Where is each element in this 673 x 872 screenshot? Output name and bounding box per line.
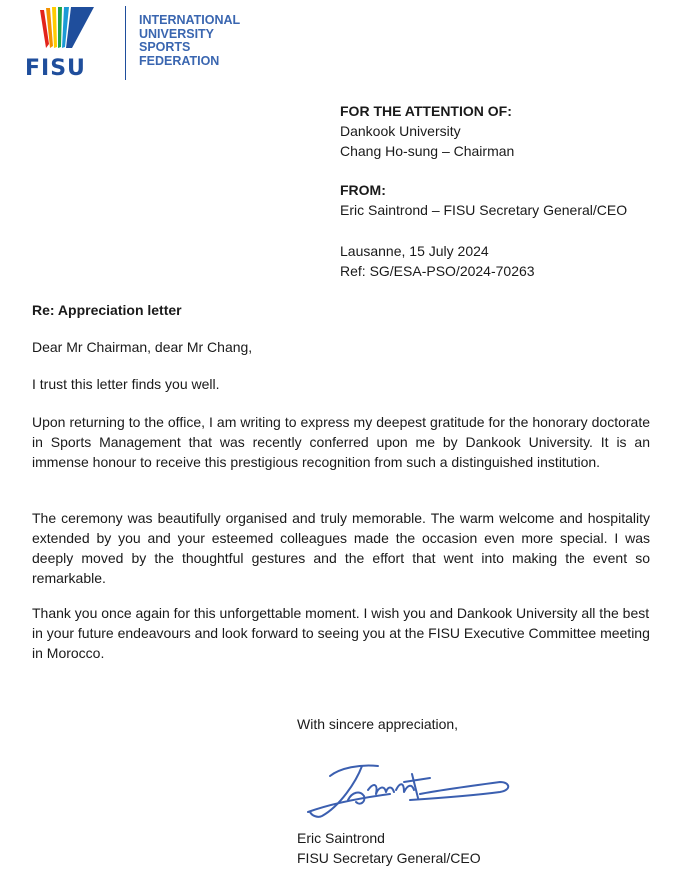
signer-title: FISU Secretary General/CEO — [297, 850, 481, 866]
letter-date: Lausanne, 15 July 2024 — [340, 243, 489, 259]
signer-block — [297, 828, 481, 868]
handwritten-signature — [300, 752, 520, 830]
logo-org-name — [139, 14, 240, 68]
logo-org-line: SPORTS — [139, 40, 191, 54]
date-ref-block — [340, 241, 535, 281]
recipient-organization: Dankook University — [340, 123, 461, 139]
paragraph-4: Thank you once again for this unforgettable moment. I wish you and Dankook University all the best in your future endeavours and look forward to seeing you at the FISU Executive Committee meeting in Morocco. — [32, 605, 650, 661]
logo-org-line: UNIVERSITY — [139, 26, 215, 41]
attention-heading: FOR THE ATTENTION OF: — [340, 103, 512, 119]
logo-org-line: FEDERATION — [139, 53, 220, 68]
from-block — [340, 180, 627, 220]
letter-reference: Ref: SG/ESA-PSO/2024-70263 — [340, 263, 535, 279]
logo-org-line: INTERNATIONAL — [139, 13, 241, 27]
logo-wordmark: FISU — [25, 56, 86, 81]
letter-subject: Re: Appreciation letter — [32, 302, 182, 318]
paragraph-1: I trust this letter finds you well. — [32, 376, 220, 392]
recipient-name: Chang Ho-sung – Chairman — [340, 143, 515, 159]
logo-divider — [125, 6, 126, 80]
paragraph-2: Upon returning to the office, I am writing to express my deepest gratitude for the honorary doctorate in Sports Management that was recently conferred upon me by Dankook University. It is an immense honour to receive this prestigious recognition from such a distinguished institution. — [32, 414, 650, 470]
fisu-emblem-icon — [22, 4, 102, 56]
paragraph-3: The ceremony was beautifully organised and truly memorable. The warm welcome and hospitality extended by you and your esteemed colleagues made the occasion even more special. I was deeply moved by the thoughtful gestures and the effort that went into making the event so remarkable. — [32, 510, 650, 586]
fisu-logo — [22, 4, 262, 84]
letter-closing: With sincere appreciation, — [297, 716, 459, 732]
from-heading: FROM: — [340, 182, 386, 198]
sender-line: Eric Saintrond – FISU Secretary General/CEO — [340, 202, 628, 218]
attention-block — [340, 101, 514, 161]
letter-salutation: Dear Mr Chairman, dear Mr Chang, — [32, 339, 253, 355]
signer-name: Eric Saintrond — [297, 830, 385, 846]
